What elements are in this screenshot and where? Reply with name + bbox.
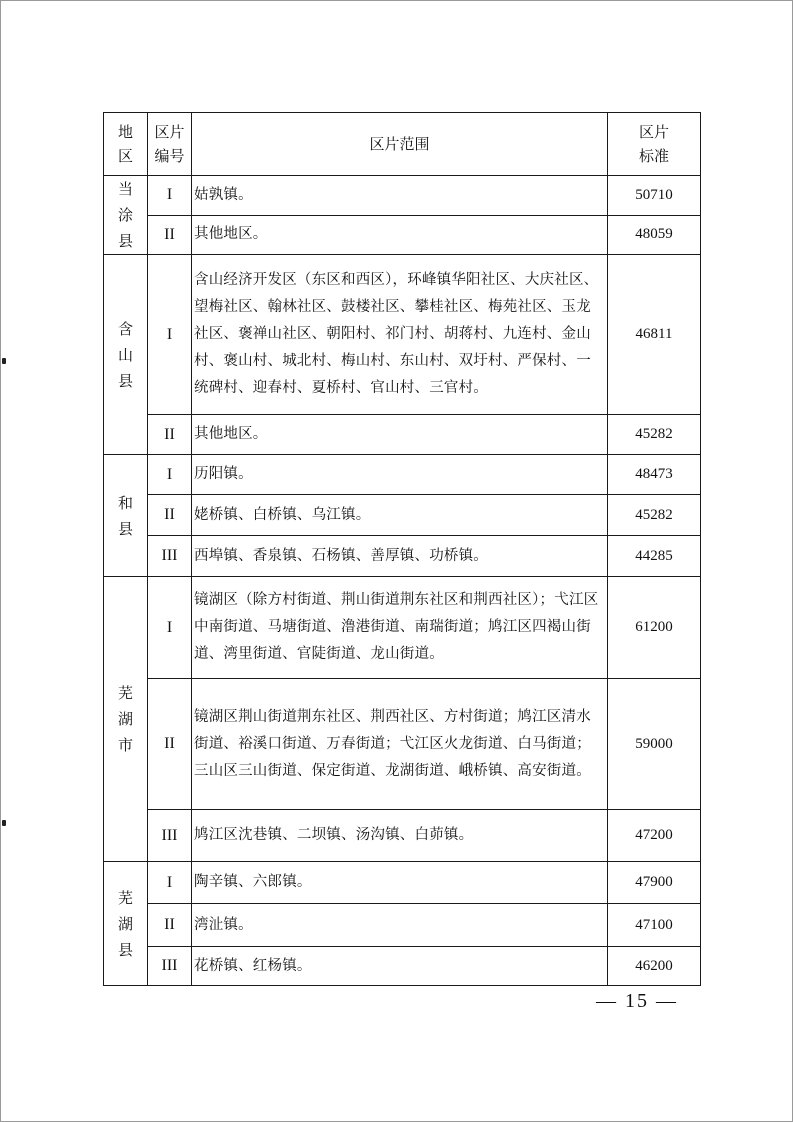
zone-code: II (148, 215, 192, 255)
table-row (104, 536, 701, 577)
region-cell-wuhu-county: 芜 湖 县 (104, 862, 148, 986)
zone-code: I (148, 176, 192, 216)
zone-code: I (148, 577, 192, 679)
zone-code: III (148, 810, 192, 862)
zone-code: II (148, 679, 192, 810)
table-row (104, 862, 701, 904)
header-standard: 区片 标准 (608, 113, 701, 176)
zone-range: 花桥镇、红杨镇。 (192, 947, 608, 986)
region-cell-wuhu-city: 芜 湖 市 (104, 577, 148, 862)
table-row (104, 215, 701, 255)
header-range: 区片范围 (192, 113, 608, 176)
zone-standard: 45282 (608, 495, 701, 536)
zone-code: III (148, 536, 192, 577)
zone-standard: 48473 (608, 455, 701, 495)
zone-standard: 48059 (608, 215, 701, 255)
zone-standard: 45282 (608, 415, 701, 455)
zone-range: 姥桥镇、白桥镇、乌江镇。 (192, 495, 608, 536)
zone-code: I (148, 862, 192, 904)
zone-standard: 47900 (608, 862, 701, 904)
table-row (104, 495, 701, 536)
zone-standard: 44285 (608, 536, 701, 577)
zone-code: II (148, 904, 192, 947)
zone-code: II (148, 415, 192, 455)
zone-standard: 46811 (608, 255, 701, 415)
page-number: — 15 — (596, 990, 678, 1012)
zone-range: 陶辛镇、六郎镇。 (192, 862, 608, 904)
zone-standard: 46200 (608, 947, 701, 986)
land-zone-price-table (103, 112, 701, 986)
table-row (104, 679, 701, 810)
table-row (104, 577, 701, 679)
zone-range: 镜湖区（除方村街道、荆山街道荆东社区和荆西社区）；弋江区中南街道、马塘街道、澛港街道、南瑞街道；鸠江区四褐山街道、湾里街道、官陡街道、龙山街道。 (192, 577, 608, 679)
zone-standard: 47100 (608, 904, 701, 947)
zone-code: I (148, 255, 192, 415)
zone-range: 湾沚镇。 (192, 904, 608, 947)
zone-range: 其他地区。 (192, 215, 608, 255)
region-cell-hanshan: 含 山 县 (104, 255, 148, 455)
table-row (104, 415, 701, 455)
zone-range: 镜湖区荆山街道荆东社区、荆西社区、方村街道；鸠江区清水街道、裕溪口街道、万春街道；弋江区火龙街道、白马街道；三山区三山街道、保定街道、龙湖街道、峨桥镇、高安街道。 (192, 679, 608, 810)
zone-range: 含山经济开发区（东区和西区），环峰镇华阳社区、大庆社区、望梅社区、翰林社区、鼓楼社区、攀桂社区、梅苑社区、玉龙社区、褒禅山社区、朝阳村、祁门村、胡蒋村、九连村、金山村、褒山村、城北村、梅山村、东山村、双圩村、严保村、一统碑村、迎春村、夏桥村、官山村、三官村。 (192, 255, 608, 415)
table-row (104, 810, 701, 862)
header-code: 区片 编号 (148, 113, 192, 176)
zone-code: II (148, 495, 192, 536)
scan-margin-mark (2, 358, 6, 364)
table-row (104, 455, 701, 495)
zone-range: 西埠镇、香泉镇、石杨镇、善厚镇、功桥镇。 (192, 536, 608, 577)
zone-code: I (148, 455, 192, 495)
zone-code: III (148, 947, 192, 986)
region-cell-dangtu: 当 涂 县 (104, 176, 148, 255)
zone-range: 姑孰镇。 (192, 176, 608, 216)
table-row (104, 904, 701, 947)
zone-range: 其他地区。 (192, 415, 608, 455)
zone-range: 鸠江区沈巷镇、二坝镇、汤沟镇、白茆镇。 (192, 810, 608, 862)
zone-standard: 50710 (608, 176, 701, 216)
zone-standard: 61200 (608, 577, 701, 679)
header-region: 地 区 (104, 113, 148, 176)
zone-standard: 47200 (608, 810, 701, 862)
zone-range: 历阳镇。 (192, 455, 608, 495)
table-row (104, 176, 701, 216)
zone-standard: 59000 (608, 679, 701, 810)
region-cell-hexian: 和 县 (104, 455, 148, 577)
table-row (104, 255, 701, 415)
scan-margin-mark (2, 820, 6, 826)
table-row (104, 947, 701, 986)
table-header-row (104, 113, 701, 176)
